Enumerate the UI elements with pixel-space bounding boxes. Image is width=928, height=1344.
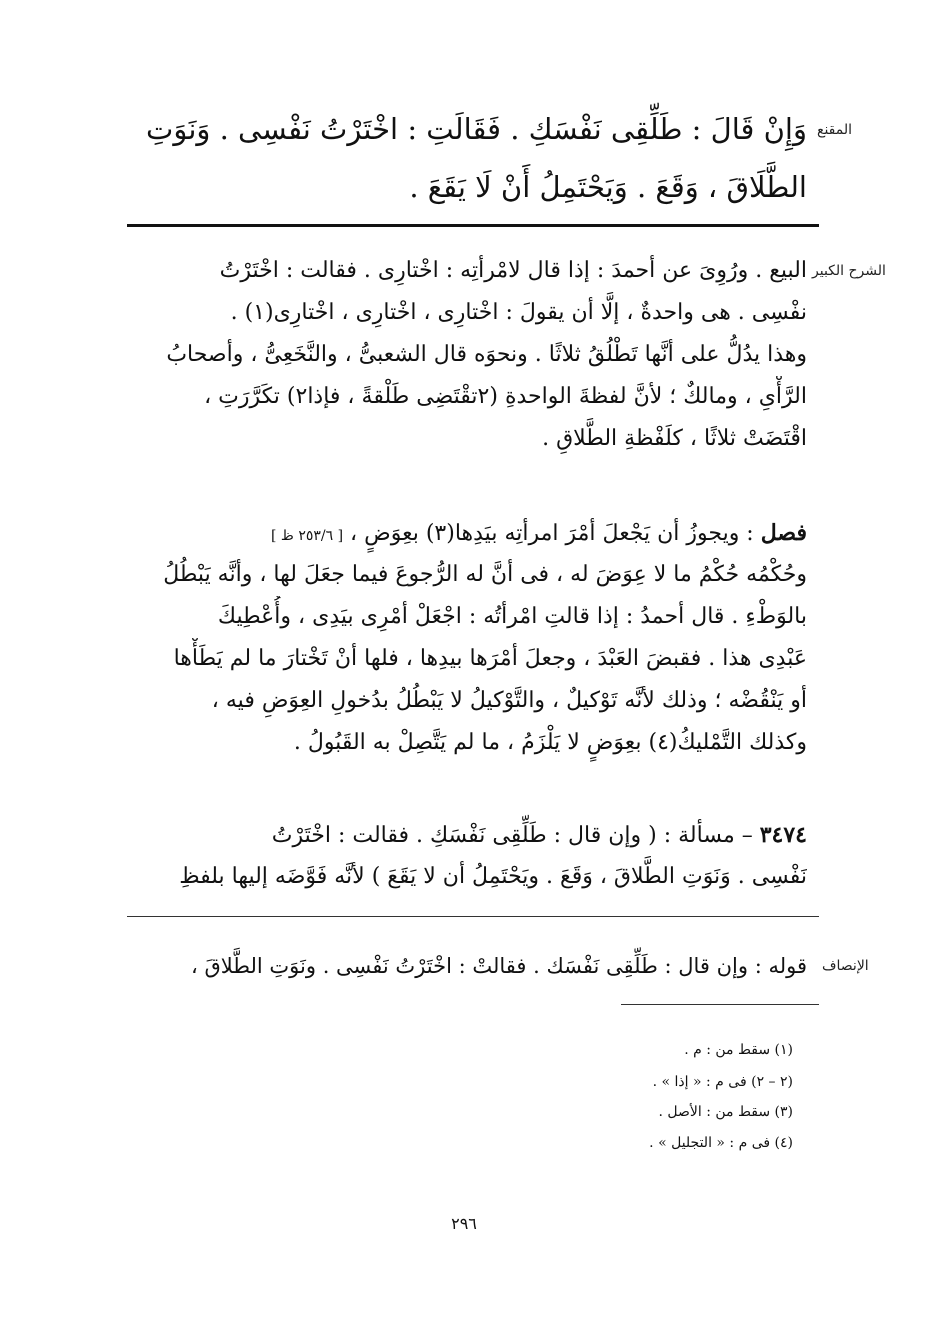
label-insaf: الإنصاف — [822, 958, 869, 974]
footnote: (٢ – ٢) فى م : « إذا » . — [652, 1074, 793, 1090]
footnote: (٣) سقط من : الأصل . — [658, 1104, 793, 1120]
sharh-line: وكذلك التَّمْليكُ(٤) بعِوَضٍ لا يَلْزَمُ ، ما لم يَتَّصِلْ به القَبُولُ . — [293, 730, 807, 755]
page-number: ٢٩٦ — [451, 1214, 477, 1233]
masala-text: – مسألة : ( وإن قال : طَلِّقِى نَفْسَكِ . فقالت : اخْتَرْتُ — [271, 823, 753, 848]
sharh-line: أو يَنْقُضْه ؛ وذلك لأنَّه تَوْكيلٌ ، والتَّوْكيلُ لا يَبْطُلُ بدُخولِ العِوَضِ فيه ، — [211, 688, 807, 713]
manuscript-ref: [ ٢٥٣/٦ ظ ] — [271, 528, 344, 544]
insaf-line: قوله : وإن قال : طَلِّقِى نَفْسَك . فقالتْ : اخْتَرْتُ نَفْسِى . ونَوَتِ الطَّلاقَ ، — [191, 954, 807, 978]
fasl-text: : ويجوزُ أن يَجْعلَ أمْرَ امرأتِه بيَدِها(٣) بعِوَضٍ ، — [350, 521, 754, 546]
muqni-text — [127, 100, 807, 216]
fasl-heading: فصل — [760, 520, 807, 546]
sharh-line: نفْسِى . هى واحدةٌ ، إلَّا أن يقولَ : اخْتارِى ، اخْتارِى ، اخْتارِى(١) . — [230, 300, 807, 325]
muqni-line: الطَّلَاقَ ، وَقَعَ . وَيَحْتَمِلُ أَنْ لَا يَقَعَ . — [409, 170, 807, 204]
sharh-paragraph-1 — [127, 250, 807, 460]
section-divider — [127, 916, 819, 917]
sharh-line: الرَّأْىِ ، ومالكٌ ؛ لأنَّ لفظةَ الواحدةِ (٢تقْتَضِى طَلْقةً ، فإذا٢) تكَرَّرَتِ ، — [204, 384, 807, 409]
masala-second-line: نَفْسِى . وَنَوَتِ الطَّلاقَ ، وَقَعَ . ويَحْتَمِلُ أن لا يَقَعَ ) لأنَّه فَوَّضَه إليها بلفظِ — [179, 864, 807, 889]
insaf-text — [127, 946, 807, 986]
section-divider — [127, 224, 819, 227]
footnote-divider — [621, 1004, 819, 1005]
sharh-line: عَبْدِى هذا . فقبضَ العَبْدَ ، وجعلَ أمْرَها بيدِها ، فلها أنْ تَخْتارَ ما لم يَطَأْها — [173, 646, 807, 671]
sharh-line: اقْتَضَتْ ثلاثًا ، كلَفْظةِ الطَّلاقِ . — [542, 426, 807, 451]
muqni-line: وَإِنْ قَالَ : طَلِّقِى نَفْسَكِ . فَقَالَتِ : اخْتَرْتُ نَفْسِى . وَنَوَتِ — [146, 112, 807, 146]
label-sharh: الشرح الكبير — [812, 263, 886, 279]
masala-number: ٣٤٧٤ — [759, 822, 807, 848]
label-muqni: المقنع — [817, 122, 853, 138]
sharh-line: البيع . ورُوِىَ عن أحمدَ : إذا قال لامْرأتِه : اخْتارِى . فقالت : اخْتَرْتُ — [219, 258, 807, 283]
sharh-line: وحُكْمُه حُكْمُ ما لا عِوَضَ له ، فى أنَّ له الرُّجوعَ فيما جعَلَ لها ، وأنَّه يَبْطُلُ — [163, 562, 807, 587]
footnote: (٤) فى م : « التجليل » . — [649, 1135, 793, 1151]
sharh-line: وهذا يدُلُّ على أنَّها تَطْلُقُ ثلاثًا . ونحوَه قال الشعبىُّ ، والنَّخَعِىُّ ، وأصحابُ — [166, 342, 807, 367]
fasl-first-line — [127, 512, 807, 554]
sharh-line: بالوَطْءِ . قال أحمدُ : إذا قالتِ امْرأتُه : اجْعَلْ أمْرِى بيَدِى ، وأُعْطِيكَ — [217, 604, 807, 629]
sharh-masala — [127, 814, 807, 898]
sharh-fasl — [127, 512, 807, 764]
footnote: (١) سقط من : م . — [684, 1042, 793, 1058]
masala-first-line — [127, 814, 807, 856]
